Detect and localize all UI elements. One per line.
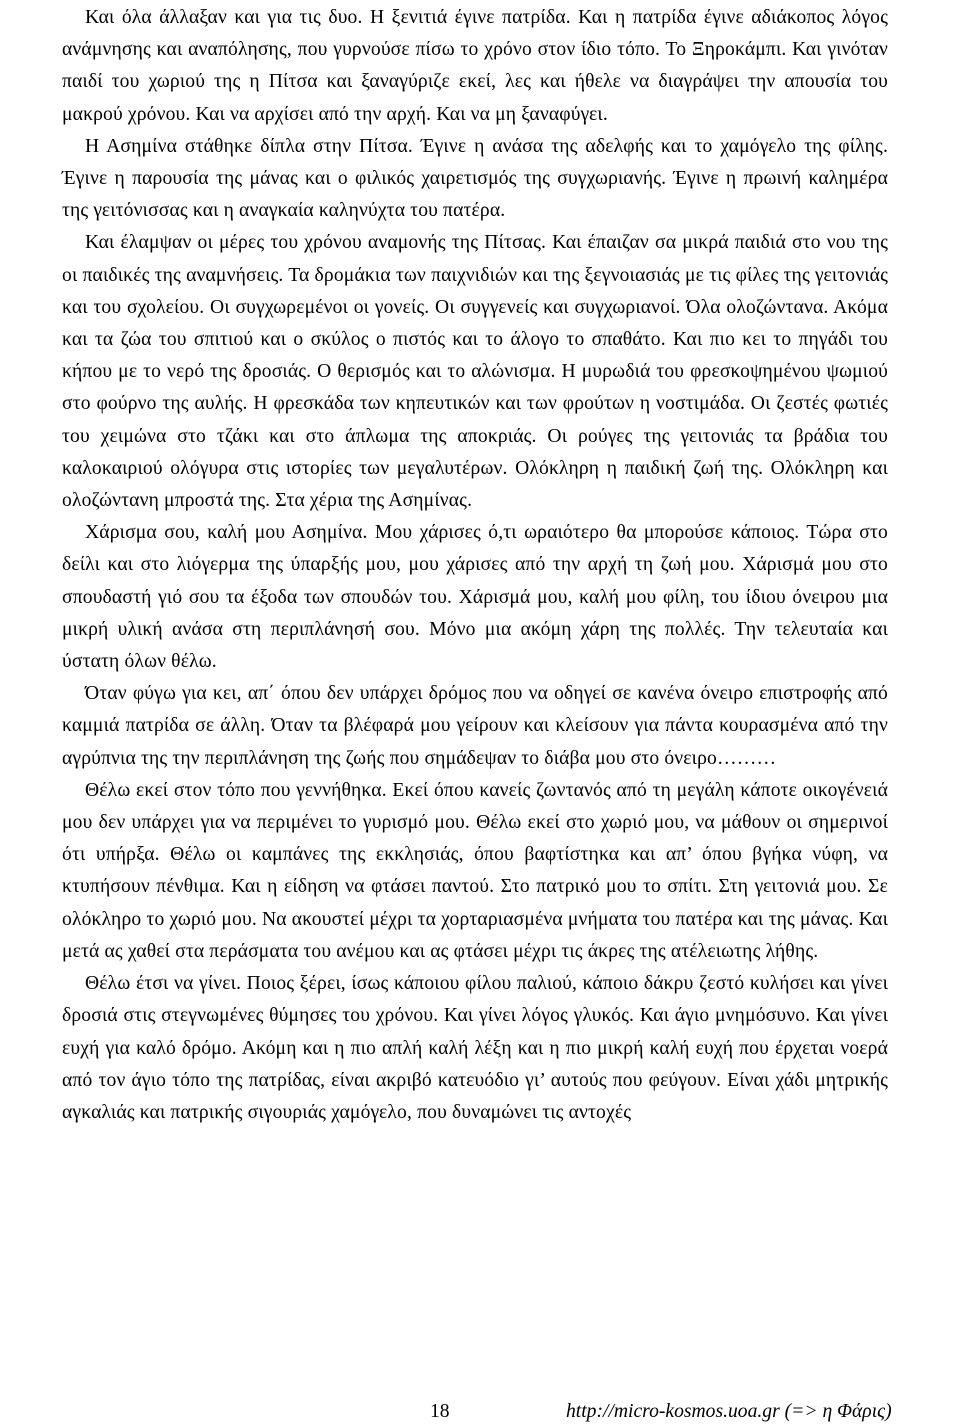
paragraph-4: Χάρισμα σου, καλή μου Ασημίνα. Μου χάρισες ό,τι ωραιότερο θα μπορούσε κάποιος. Τώρα στο δείλι και στο λιόγερμα της ύπαρξής μου, μου χάρισες από την αρχή τη ζωή μου. Χάρισμά μου στο σπουδαστή γιό σου τα έξοδα των σπουδών του. Χάρισμά μου, καλή μου φίλη, του ίδιου όνειρου μια μικρή υλική ανάσα στη περιπλάνησή σου. Μόνο μια ακόμη χάρη της πολλές. Την τελευταία και ύστατη όλων θέλω. — [62, 522, 888, 673]
paragraph-5: Όταν φύγω για κει, απ΄ όπου δεν υπάρχει δρόμος που να οδηγεί σε κανένα όνειρο επιστροφής από καμμιά πατρίδα σε άλλη. Όταν τα βλέφαρά μου γείρουν και κλείσουν για πάντα κουρασμένα από την αγρύπνια της την περιπλάνηση της ζωής που σημάδεψαν το διάβα μου στο όνειρο……… — [62, 683, 888, 769]
paragraph-6: Θέλω εκεί στον τόπο που γεννήθηκα. Εκεί όπου κανείς ζωντανός από τη μεγάλη κάποτε οικογένειά μου δεν υπάρχει για να περιμένει το γυρισμό μου. Θέλω εκεί στο χωριό μου, να μάθουν οι σημερινοί ότι υπήρξα. Θέλω οι καμπάνες της εκκλησιάς, όπου βαφτίστηκα και απ’ όπου βγήκα νύφη, να κτυπήσουν πένθιμα. Και η είδηση να φτάσει παντού. Στο πατρικό μου το σπίτι. Στη γειτονιά μου. Σε ολόκληρο το χωριό μου. Να ακουστεί μέχρι τα χορταριασμένα μνήματα του πατέρα και της μάνας. Και μετά ας χαθεί στα περάσματα του ανέμου και ας φτάσει μέχρι τις άκρες της ατέλειωτης λήθης. — [62, 779, 888, 962]
paragraph-7: Θέλω έτσι να γίνει. Ποιος ξέρει, ίσως κάποιου φίλου παλιού, κάποιο δάκρυ ζεστό κυλήσει και γίνει δροσιά στις στεγνωμένες θύμησες του χρόνου. Και γίνει λόγος γλυκός. Και άγιο μνημόσυνο. Και γίνει ευχή για καλό δρόμο. Ακόμη και η πιο απλή καλή λέξη και η πιο μικρή καλή ευχή που έρχεται νοερά από τον άγιο τόπο της πατρίδας, είναι ακριβό κατευόδιο γι’ αυτούς που φεύγουν. Είναι χάδι μητρικής αγκαλιάς και πατρικής σιγουριάς χαμόγελο, που δυναμώνει τις αντοχές — [62, 973, 888, 1123]
paragraph-3: Και έλαμψαν οι μέρες του χρόνου αναμονής της Πίτσας. Και έπαιζαν σα μικρά παιδιά στο νου της οι παιδικές της αναμνήσεις. Τα δρομάκια των παιχνιδιών και της ξεγνοιασιάς με τις φίλες της γειτονιάς και του σχολείου. Οι συγχωρεμένοι οι γονείς. Οι συγγενείς και συγχωριανοί. Όλα ολοζώντανα. Ακόμα και τα ζώα του σπιτιού και ο σκύλος ο πιστός και το άλογο το σπαθάτο. Και πιο κει το πηγάδι του κήπου με το νερό της δροσιάς. Ο θερισμός και το αλώνισμα. Η μυρωδιά του φρεσκοψημένου ψωμιού στο φούρνο της αυλής. Η φρεσκάδα των κηπευτικών και των φρούτων η νοστιμάδα. Οι ζεστές φωτιές του χειμώνα στο τζάκι και στο άπλωμα της αποκριάς. Οι ρούγες της γειτονιάς τα βράδια του καλοκαιριού ολόγυρα στις ιστορίες των μεγαλυτέρων. Ολόκληρη η παιδική ζωή της. Ολόκληρη και ολοζώντανη μπροστά της. Στα χέρια της Ασημίνας. — [62, 232, 888, 512]
paragraph-1: Και όλα άλλαξαν και για τις δυο. Η ξενιτιά έγινε πατρίδα. Και η πατρίδα έγινε αδιάκοπος λόγος ανάμνησης και αναπόλησης, που γυρνούσε πίσω το χρόνο στον ίδιο τόπο. Το Ξηροκάμπι. Και γινόταν παιδί του χωριού της η Πίτσα και ξαναγύριζε εκεί, λες και ήθελε να διαγράψει την απουσία του μακρού χρόνου. Και να αρχίσει από την αρχή. Και να μη ξαναφύγει. — [62, 7, 888, 125]
paragraph-2: Η Ασημίνα στάθηκε δίπλα στην Πίτσα. Έγινε η ανάσα της αδελφής και το χαμόγελο της φίλης. Έγινε η παρουσία της μάνας και ο φιλικός χαιρετισμός της συγχωριανής. Έγινε η πρωινή καλημέρα της γειτόνισσας και η αναγκαία καληνύχτα του πατέρα. — [62, 135, 888, 222]
page-number: 18 — [430, 1401, 450, 1422]
footer-source-link[interactable]: http://micro-kosmos.uoa.gr (=> η Φάρις) — [566, 1401, 892, 1422]
article-body — [62, 2, 888, 1129]
